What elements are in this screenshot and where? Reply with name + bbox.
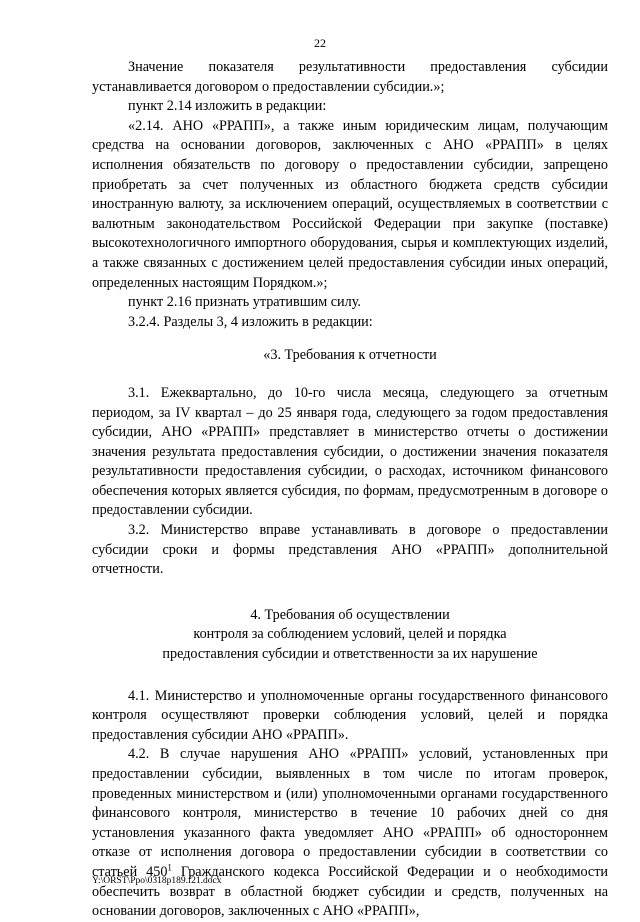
- section-4-title-line: контроля за соблюдением условий, целей и порядка: [193, 626, 507, 643]
- paragraph: пункт 2.16 признать утратившим силу.: [128, 294, 361, 311]
- section-3-title: «3. Требования к отчетности: [263, 347, 437, 364]
- paragraph: 3.2. Министерство вправе устанавливать в договоре о предоставлении субсидии сроки и формы представления АНО «РРАПП» дополнительной отчетности.: [92, 522, 608, 578]
- page-number: 22: [314, 36, 326, 50]
- document-body: [92, 58, 608, 922]
- paragraph: 4.1. Министерство и уполномоченные органы государственного финансового контроля осуществляют проверки соблюдения условий, целей и порядка предоставления субсидии АНО «РРАПП».: [92, 687, 608, 743]
- section-4-title: [92, 606, 608, 665]
- paragraph-text: Гражданского кодекса Российской Федерации и о необходимости обеспечить возврат в областной бюджет субсидии и средств, полученных на основании договоров, заключенных с АНО «РРАПП»,: [92, 863, 608, 920]
- paragraph: «2.14. АНО «РРАПП», а также иным юридическим лицам, получающим средства на основании договоров, заключенных с АНО «РРАПП» в целях исполнения обязательств по договору о предоставлении субсидии, запрещено приобретать за счет полученных из областного бюджета средств субсидии иностранную валюту, за исключением операций, осуществляемых в соответствии с валютным законодательством Российской Федерации при закупке (поставке) высокотехнологичного импортного оборудования, сырья и комплектующих изделий, а также связанных с достижением целей предоставления субсидии иных операций, определенных настоящим Порядком.»;: [92, 117, 608, 291]
- paragraph: 3.2.4. Разделы 3, 4 изложить в редакции:: [128, 313, 373, 330]
- paragraph-text: 4.2. В случае нарушения АНО «РРАПП» условий, установленных при предоставлении субсидии, выявленных в том числе по итогам проверок, проведенных министерством и (или) уполномоченными органами государственного финансового контроля, министерство в течение 10 рабочих дней со дня установления указанного факта уведомляет АНО «РРАПП» об одностороннем отказе от исполнения договора о предоставлении субсидии в соответствии со статьей 450: [92, 746, 608, 880]
- superscript: 1: [167, 862, 172, 873]
- footer-file-path: Y:\ORST\Ppo\0318p189.f21.docx: [92, 876, 222, 886]
- paragraph: [92, 745, 608, 921]
- paragraph: 3.1. Ежеквартально, до 10-го числа месяца, следующего за отчетным периодом, за IV квартал – до 25 января года, следующего за годом предоставления субсидии, АНО «РРАПП» представляет в министерство отчеты о достижении значения результата предоставления субсидии, о достижении значения показателя результативности предоставления субсидии, о расходах, источником финансового обеспечения которых является субсидия, по формам, предусмотренным в договоре о предоставлении субсидии.: [92, 384, 608, 519]
- section-4-title-line: 4. Требования об осуществлении: [250, 606, 450, 623]
- paragraph: Значение показателя результативности предоставления субсидии устанавливается договором о предоставлении субсидии.»;: [92, 59, 608, 95]
- paragraph: пункт 2.14 изложить в редакции:: [128, 98, 327, 115]
- section-4-title-line: предоставления субсидии и ответственности за их нарушение: [162, 646, 538, 663]
